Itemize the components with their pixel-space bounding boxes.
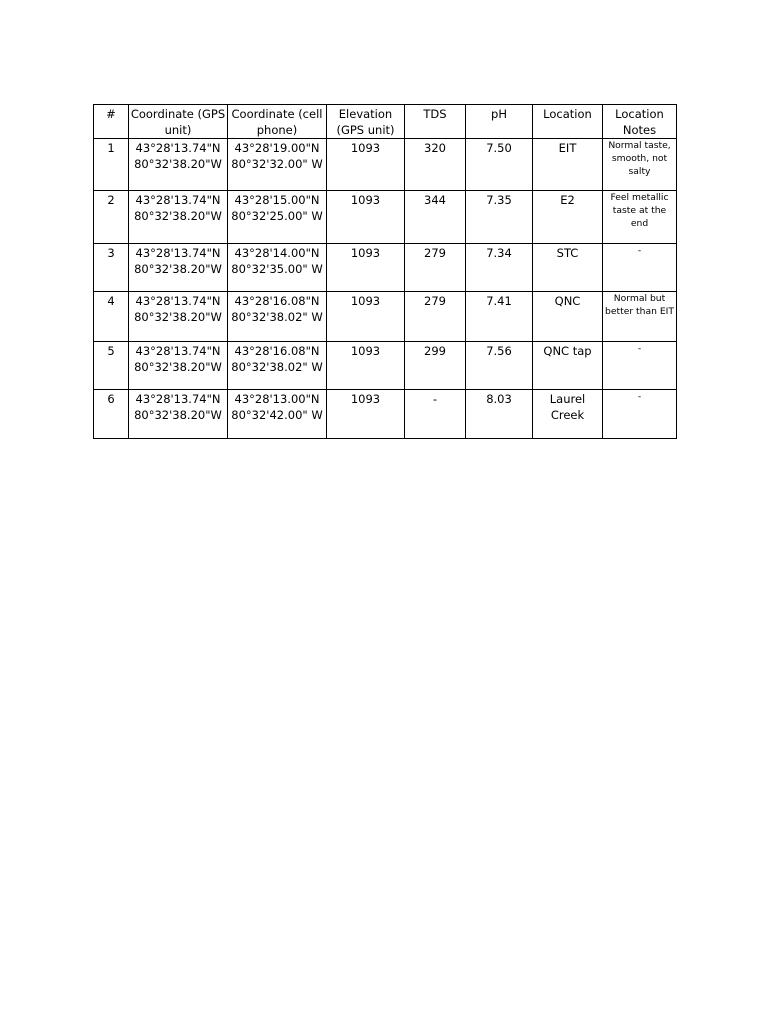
cell-location-notes: - bbox=[603, 342, 677, 390]
cell-ph: 7.56 bbox=[466, 342, 533, 390]
cell-location-notes: Normal but better than EIT bbox=[603, 292, 677, 342]
header-coordinate-cell: Coordinate (cell phone) bbox=[228, 105, 327, 139]
cell-location-notes: Feel metallic taste at the end bbox=[603, 191, 677, 244]
cell-tds: - bbox=[405, 390, 466, 439]
header-tds: TDS bbox=[405, 105, 466, 139]
cell-coordinate-gps: 43°28'13.74"N 80°32'38.20"W bbox=[129, 244, 228, 292]
table-row bbox=[94, 390, 677, 439]
cell-tds: 344 bbox=[405, 191, 466, 244]
table-row bbox=[94, 191, 677, 244]
cell-coordinate-cell: 43°28'16.08"N 80°32'38.02" W bbox=[228, 292, 327, 342]
cell-coordinate-gps: 43°28'13.74"N 80°32'38.20"W bbox=[129, 139, 228, 191]
cell-coordinate-cell: 43°28'15.00"N 80°32'25.00" W bbox=[228, 191, 327, 244]
cell-number: 3 bbox=[94, 244, 129, 292]
header-location-notes: Location Notes bbox=[603, 105, 677, 139]
cell-location: E2 bbox=[533, 191, 603, 244]
cell-ph: 7.50 bbox=[466, 139, 533, 191]
header-location: Location bbox=[533, 105, 603, 139]
cell-coordinate-gps: 43°28'13.74"N 80°32'38.20"W bbox=[129, 292, 228, 342]
header-coordinate-gps: Coordinate (GPS unit) bbox=[129, 105, 228, 139]
cell-coordinate-cell: 43°28'16.08"N 80°32'38.02" W bbox=[228, 342, 327, 390]
cell-ph: 7.41 bbox=[466, 292, 533, 342]
cell-tds: 299 bbox=[405, 342, 466, 390]
cell-number: 4 bbox=[94, 292, 129, 342]
cell-location: QNC tap bbox=[533, 342, 603, 390]
table-row bbox=[94, 342, 677, 390]
cell-ph: 7.35 bbox=[466, 191, 533, 244]
cell-number: 2 bbox=[94, 191, 129, 244]
cell-coordinate-gps: 43°28'13.74"N 80°32'38.20"W bbox=[129, 342, 228, 390]
cell-coordinate-cell: 43°28'13.00"N 80°32'42.00" W bbox=[228, 390, 327, 439]
cell-location: EIT bbox=[533, 139, 603, 191]
table-row bbox=[94, 139, 677, 191]
table-row bbox=[94, 292, 677, 342]
cell-elevation: 1093 bbox=[327, 191, 405, 244]
cell-elevation: 1093 bbox=[327, 139, 405, 191]
cell-location: QNC bbox=[533, 292, 603, 342]
cell-elevation: 1093 bbox=[327, 292, 405, 342]
cell-ph: 7.34 bbox=[466, 244, 533, 292]
cell-location-notes: - bbox=[603, 244, 677, 292]
cell-number: 1 bbox=[94, 139, 129, 191]
water-sample-table bbox=[93, 104, 677, 439]
cell-number: 5 bbox=[94, 342, 129, 390]
cell-tds: 279 bbox=[405, 244, 466, 292]
cell-tds: 279 bbox=[405, 292, 466, 342]
table-header-row bbox=[94, 105, 677, 139]
cell-coordinate-cell: 43°28'14.00"N 80°32'35.00" W bbox=[228, 244, 327, 292]
cell-elevation: 1093 bbox=[327, 390, 405, 439]
cell-location-notes: - bbox=[603, 390, 677, 439]
cell-number: 6 bbox=[94, 390, 129, 439]
cell-ph: 8.03 bbox=[466, 390, 533, 439]
cell-tds: 320 bbox=[405, 139, 466, 191]
table-row bbox=[94, 244, 677, 292]
cell-location: Laurel Creek bbox=[533, 390, 603, 439]
cell-elevation: 1093 bbox=[327, 342, 405, 390]
cell-location-notes: Normal taste, smooth, not salty bbox=[603, 139, 677, 191]
cell-coordinate-cell: 43°28'19.00"N 80°32'32.00" W bbox=[228, 139, 327, 191]
header-number: # bbox=[94, 105, 129, 139]
cell-coordinate-gps: 43°28'13.74"N 80°32'38.20"W bbox=[129, 191, 228, 244]
header-ph: pH bbox=[466, 105, 533, 139]
cell-elevation: 1093 bbox=[327, 244, 405, 292]
cell-coordinate-gps: 43°28'13.74"N 80°32'38.20"W bbox=[129, 390, 228, 439]
header-elevation: Elevation (GPS unit) bbox=[327, 105, 405, 139]
cell-location: STC bbox=[533, 244, 603, 292]
